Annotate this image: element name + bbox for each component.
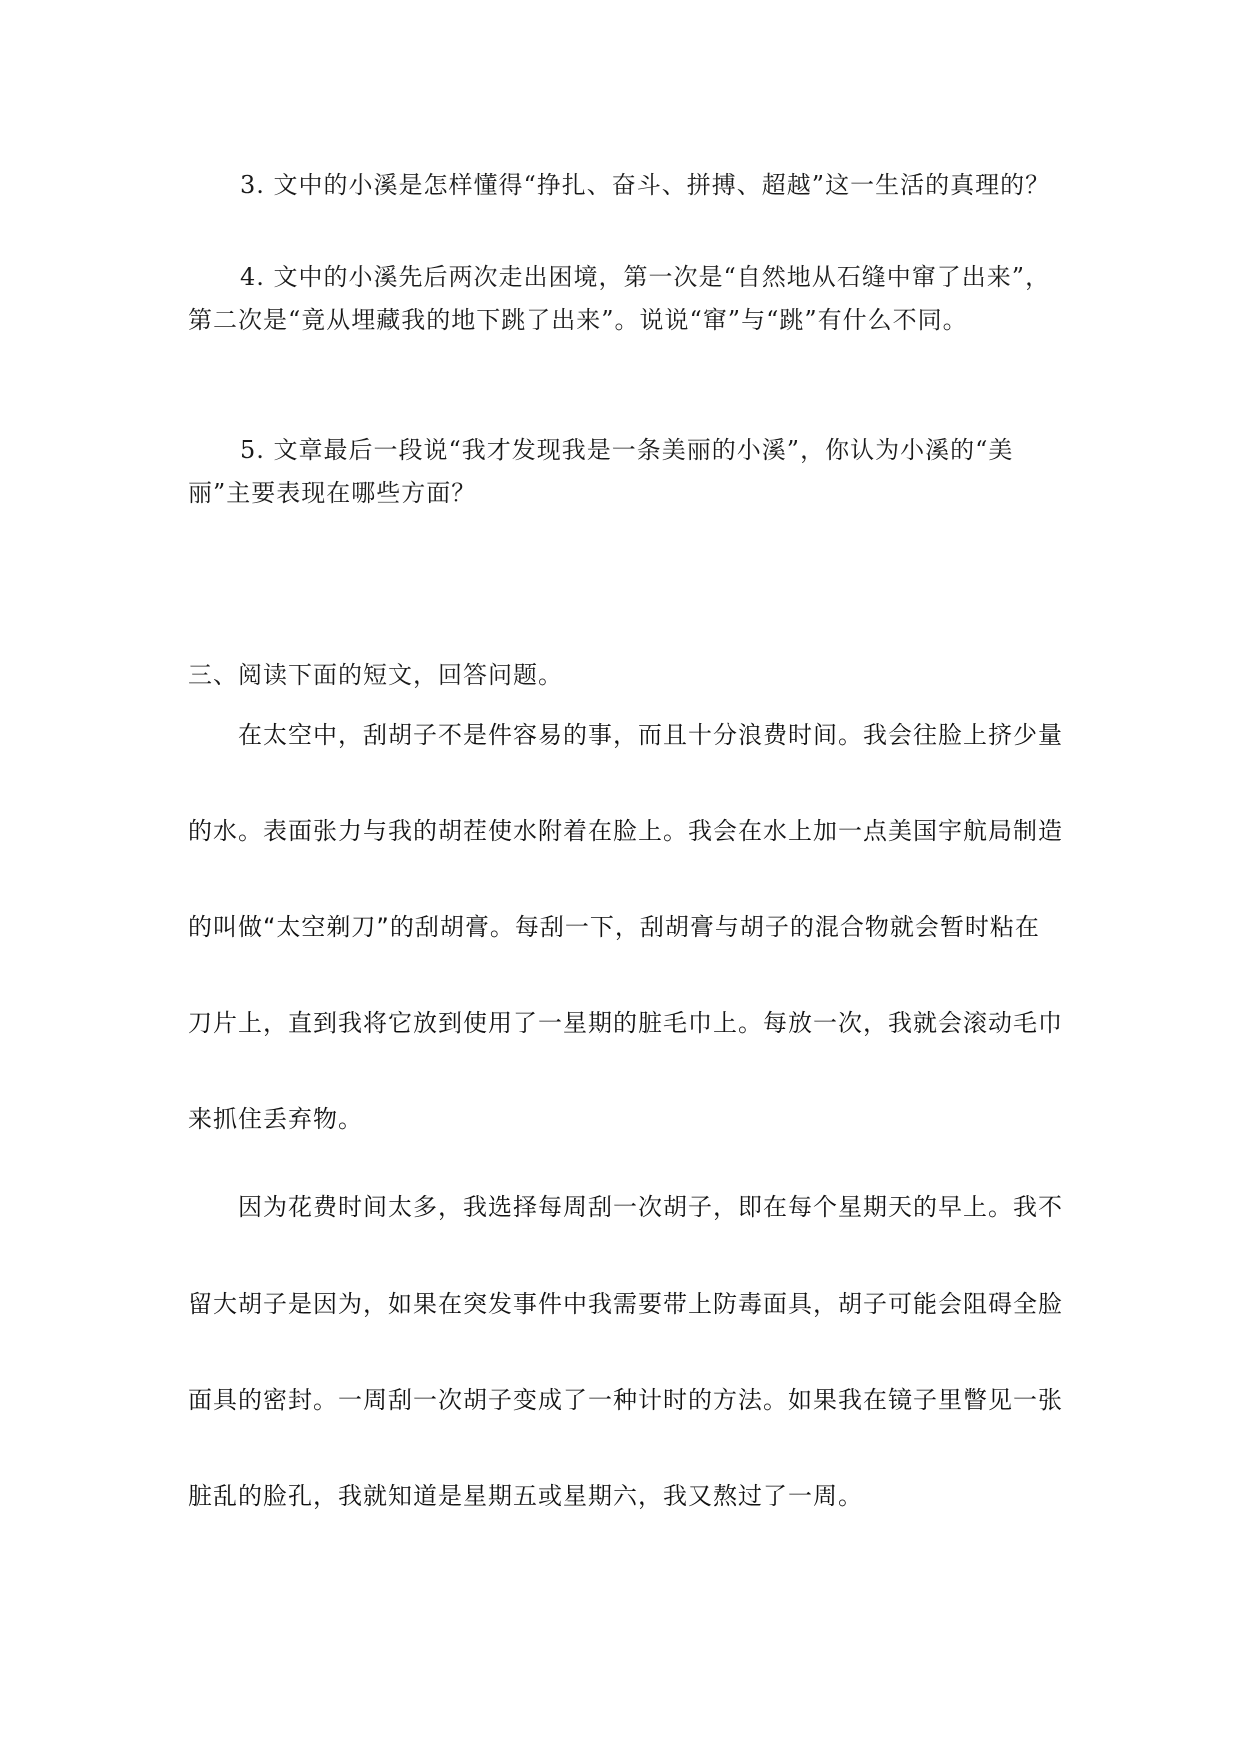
passage-para1-line-3: 的叫做“太空剃刀”的刮胡膏。每刮一下，刮胡膏与胡子的混合物就会暂时粘在 <box>188 913 1040 941</box>
question-3: 3. 文中的小溪是怎样懂得“挣扎、奋斗、拼搏、超越”这一生活的真理的？ <box>240 171 1051 199</box>
question-5-line-2: 丽”主要表现在哪些方面？ <box>188 479 477 507</box>
passage-para1-line-5: 来抓住丢弃物。 <box>188 1105 363 1133</box>
passage-para2-line-2: 留大胡子是因为，如果在突发事件中我需要带上防毒面具，胡子可能会阻碍全脸 <box>188 1290 1063 1318</box>
section-3-heading: 三、阅读下面的短文，回答问题。 <box>188 661 563 689</box>
passage-para2-line-4: 脏乱的脸孔，我就知道是星期五或星期六，我又熬过了一周。 <box>188 1482 863 1510</box>
passage-para2-line-3: 面具的密封。一周刮一次胡子变成了一种计时的方法。如果我在镜子里瞥见一张 <box>188 1386 1063 1414</box>
passage-para1-line-1: 在太空中，刮胡子不是件容易的事，而且十分浪费时间。我会往脸上挤少量 <box>238 721 1063 749</box>
question-4-line-2: 第二次是“竟从埋藏我的地下跳了出来”。说说“窜”与“跳”有什么不同。 <box>188 306 968 334</box>
question-5-line-1: 5. 文章最后一段说“我才发现我是一条美丽的小溪”，你认为小溪的“美 <box>240 436 1014 464</box>
passage-para1-line-2: 的水。表面张力与我的胡茬使水附着在脸上。我会在水上加一点美国宇航局制造 <box>188 817 1063 845</box>
passage-para1-line-4: 刀片上，直到我将它放到使用了一星期的脏毛巾上。每放一次，我就会滚动毛巾 <box>188 1009 1063 1037</box>
question-4-line-1: 4. 文中的小溪先后两次走出困境，第一次是“自然地从石缝中窜了出来”， <box>240 263 1051 291</box>
passage-para2-line-1: 因为花费时间太多，我选择每周刮一次胡子，即在每个星期天的早上。我不 <box>238 1193 1063 1221</box>
